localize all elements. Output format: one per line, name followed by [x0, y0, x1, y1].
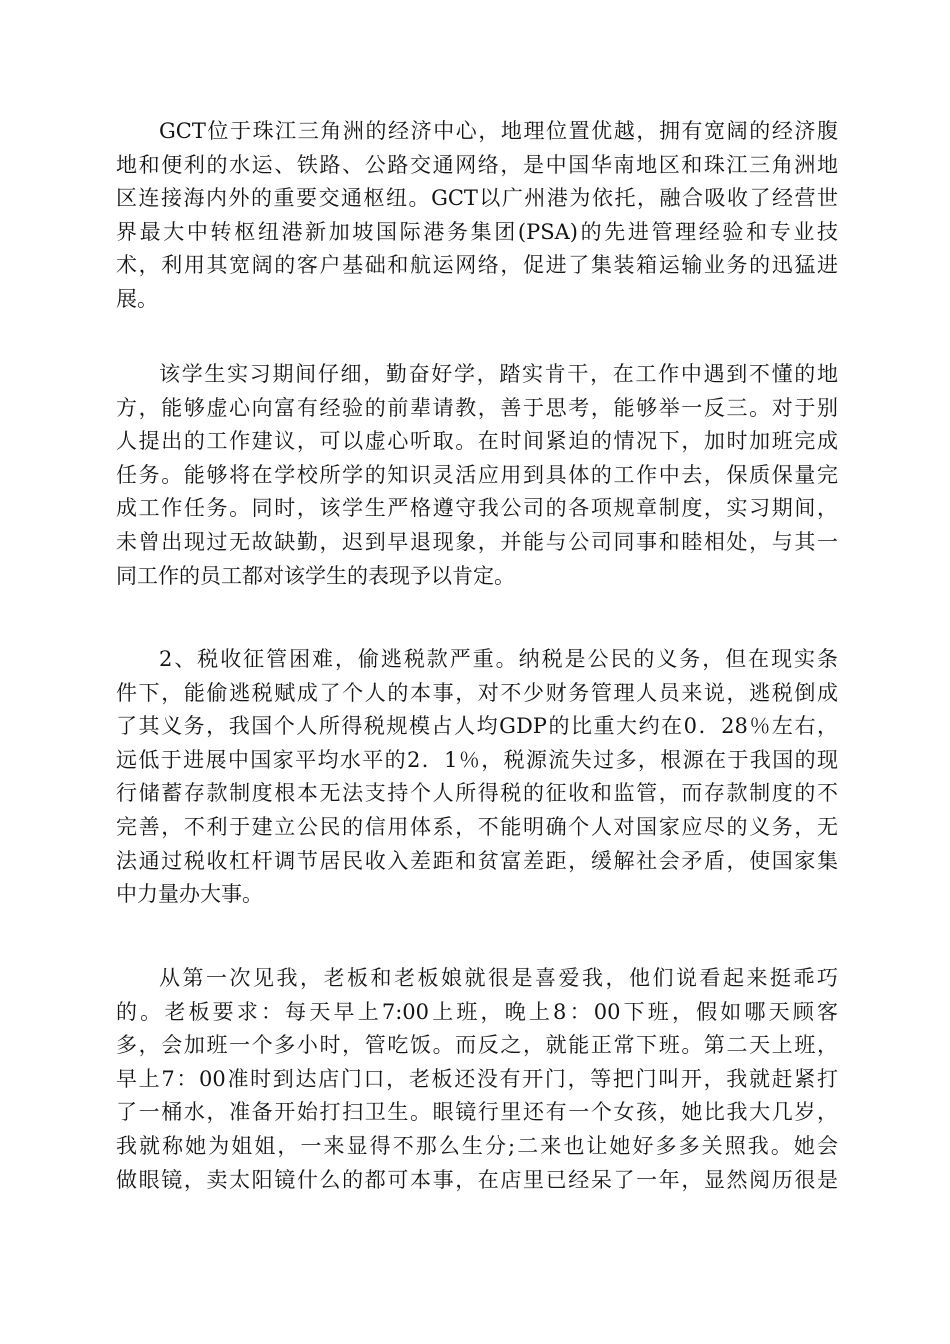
text-line: 中力量办大事。: [116, 882, 263, 907]
paragraph-student-evaluation: [116, 358, 838, 593]
text-line: 我就称她为姐姐，一来显得不那么生分;二来也让她好多多关照我。她会: [116, 1133, 838, 1158]
text-line: 未曾出现过无故缺勤，迟到早退现象，并能与公司同事和睦相处，与其一: [116, 529, 838, 554]
text-line: 2、税收征管困难，偷逃税款严重。纳税是公民的义务，但在现实条: [159, 647, 838, 671]
text-line: 展。: [116, 286, 158, 311]
text-line: 早上7：00准时到达店门口，老板还没有开门，等把门叫开，我就赶紧打: [116, 1066, 838, 1091]
text-line: 的。老板要求：每天早上7:00上班，晚上8：00下班，假如哪天顾客: [116, 999, 838, 1024]
text-line: 做眼镜，卖太阳镜什么的都可本事，在店里已经呆了一年，显然阅历很是: [116, 1167, 838, 1192]
text-line: GCT位于珠江三角洲的经济中心，地理位置优越，拥有宽阔的经济腹: [159, 119, 838, 143]
text-line: 行储蓄存款制度根本无法支持个人所得税的征收和监管，而存款制度的不: [116, 781, 838, 806]
text-line: 人提出的工作建议，可以虚心听取。在时间紧迫的情况下，加时加班完成: [116, 429, 838, 454]
paragraph-glasses-shop: [116, 962, 838, 1197]
text-line: 法通过税收杠杆调节居民收入差距和贫富差距，缓解社会矛盾，使国家集: [116, 848, 838, 873]
text-line: 界最大中转枢纽港新加坡国际港务集团(PSA)的先进管理经验和专业技: [116, 219, 838, 244]
text-line: 该学生实习期间仔细，勤奋好学，踏实肯干，在工作中遇到不懂的地: [159, 362, 838, 386]
text-line: 了其义务，我国个人所得税规模占人均GDP的比重大约在0．28％左右，: [116, 714, 838, 739]
text-line: 地和便利的水运、铁路、公路交通网络，是中国华南地区和珠江三角洲地: [116, 152, 838, 177]
text-line: 多，会加班一个多小时，管吃饭。而反之，就能正常下班。第二天上班，: [116, 1033, 838, 1058]
text-line: 方，能够虚心向富有经验的前辈请教，善于思考，能够举一反三。对于别: [116, 395, 838, 420]
text-line: 远低于进展中国家平均水平的2．1％，税源流失过多，根源在于我国的现: [116, 747, 838, 772]
text-line: 任务。能够将在学校所学的知识灵活应用到具体的工作中去，保质保量完: [116, 462, 838, 487]
text-line: 完善，不利于建立公民的信用体系，不能明确个人对国家应尽的义务，无: [116, 814, 838, 839]
paragraph-gct-intro: [116, 115, 838, 317]
paragraph-tax-collection: [116, 643, 838, 912]
text-line: 术，利用其宽阔的客户基础和航运网络，促进了集装箱运输业务的迅猛进: [116, 253, 838, 278]
text-line: 从第一次见我，老板和老板娘就很是喜爱我，他们说看起来挺乖巧: [159, 966, 838, 990]
text-line: 件下，能偷逃税赋成了个人的本事，对不少财务管理人员来说，逃税倒成: [116, 680, 838, 705]
text-line: 区连接海内外的重要交通枢纽。GCT以广州港为依托，融合吸收了经营世: [116, 186, 838, 211]
text-line: 成工作任务。同时，该学生严格遵守我公司的各项规章制度，实习期间，: [116, 496, 838, 521]
text-line: 了一桶水，准备开始打扫卫生。眼镜行里还有一个女孩，她比我大几岁，: [116, 1100, 838, 1125]
text-line: 同工作的员工都对该学生的表现予以肯定。: [116, 563, 515, 588]
